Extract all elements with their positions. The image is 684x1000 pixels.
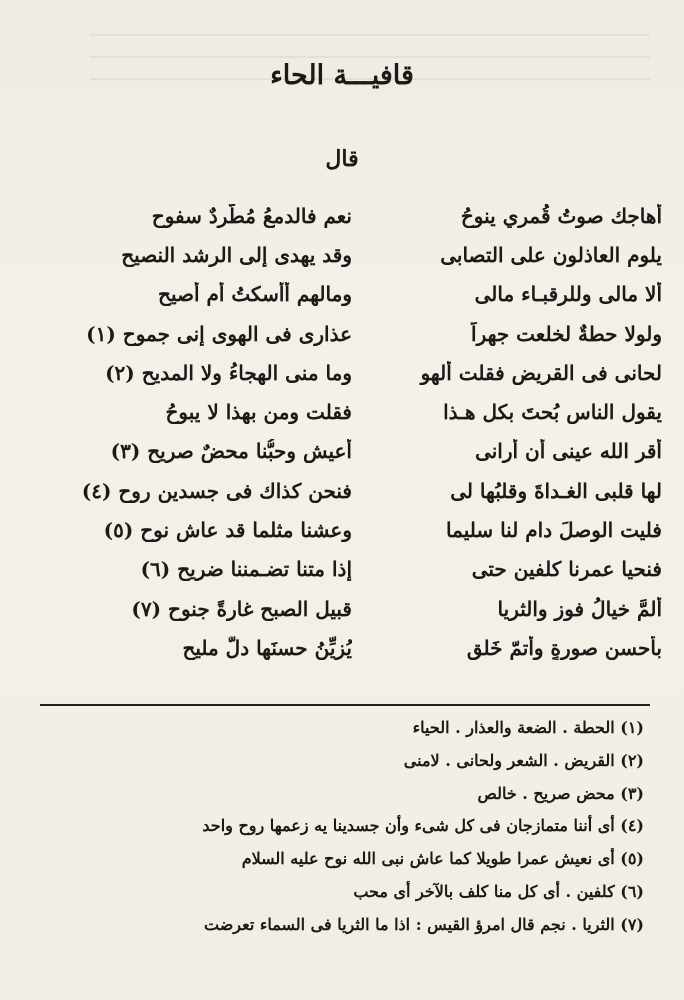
verse-first-hemistich: لها قلبى الغـداةَ وقلبُها لى xyxy=(450,478,662,503)
footnote: (٤) أى أننا متمازجان فى كل شىء وأن جسدينا يه زعمها روح واحد xyxy=(202,816,644,836)
footnote: (١) الحطة . الضعة والعذار . الحياء xyxy=(412,718,644,737)
verse xyxy=(62,275,662,314)
footnote-divider xyxy=(40,704,650,706)
verse-first-hemistich: يلوم العاذلون على التصابى xyxy=(440,242,662,267)
verse-first-hemistich: ولولا حطةٌ لخلعت جهراً xyxy=(471,321,662,346)
verse xyxy=(62,432,662,471)
verse xyxy=(62,235,662,274)
verse xyxy=(62,550,662,589)
verse-second-hemistich: عذارى فى الهوى إنى جموح (١) xyxy=(86,321,352,346)
verse-second-hemistich: وقد يهدى إلى الرشد النصيح xyxy=(121,242,352,267)
verse-second-hemistich: أعيش وحبُّنا محضٌ صريح (٣) xyxy=(110,439,352,464)
verse xyxy=(62,392,662,431)
verse-first-hemistich: يقول الناس بُحتَ بكل هـذا xyxy=(443,400,662,425)
verse-second-hemistich: إذا متنا تضـمننا ضريح (٦) xyxy=(140,557,352,582)
verse-second-hemistich: فقلت ومن بهذا لا يبوحُ xyxy=(165,400,352,425)
verse xyxy=(62,628,662,667)
verse-second-hemistich: ومالهم أأسكتُ أم أصيح xyxy=(158,282,352,307)
footnote: (٦) كلفين . أى كل منا كلف بالآخر أى محب xyxy=(353,881,644,901)
verse xyxy=(62,196,662,235)
footnote: (٥) أى نعيش عمرا طويلا كما عاش نبى الله نوح عليه السلام xyxy=(241,849,644,869)
page-title: قافيـــة الحاء xyxy=(270,60,414,91)
verse-first-hemistich: أقر الله عينى أن أرانى xyxy=(475,439,662,464)
poem-subtitle: قال xyxy=(325,146,359,172)
verse-first-hemistich: فليت الوصلَ دام لنا سليما xyxy=(446,518,662,543)
verse-second-hemistich: نعم فالدمعُ مُطَّردٌ سفوح xyxy=(151,203,352,228)
footnote: (٧) الثريا . نجم قال امرؤ القيس : اذا ما الثريا فى السماء تعرضت xyxy=(203,914,644,934)
footnotes xyxy=(34,712,644,942)
verse-second-hemistich: فنحن كذاك فى جسدين روح (٤) xyxy=(81,478,352,503)
verse xyxy=(62,510,662,549)
verse-second-hemistich: وما منى الهجاءُ ولا المديح (٢) xyxy=(105,360,352,385)
verse-first-hemistich: لحانى فى القريض فقلت ألهو xyxy=(420,360,662,385)
footnote: (٢) القريض . الشعر ولحانى . لامنى xyxy=(403,750,644,770)
verse-second-hemistich: يُزيِّنُ حسنَها دلٌّ مليح xyxy=(182,635,352,660)
verse-second-hemistich: قبيل الصبح غارةً جنوح (٧) xyxy=(131,596,352,621)
verse xyxy=(62,471,662,510)
verse-first-hemistich: ألا مالى وللرقبـاء مالى xyxy=(474,282,662,307)
verse-second-hemistich: وعشنا مثلما قد عاش نوح (٥) xyxy=(103,518,352,543)
verse-first-hemistich: ألمَّ خيالُ فوز والثريا xyxy=(497,596,662,621)
verse-first-hemistich: أهاجك صوتُ قُمري ينوحُ xyxy=(460,203,662,228)
verse-first-hemistich: بأحسن صورةٍ وأتمّ خَلقٍ xyxy=(466,635,662,660)
verse xyxy=(62,314,662,353)
poem xyxy=(62,196,662,668)
verse-first-hemistich: فنحيا عمرنا كلفين حتى xyxy=(471,557,662,582)
verse xyxy=(62,589,662,628)
verse xyxy=(62,353,662,392)
footnote: (٣) محض صريح . خالص xyxy=(477,783,644,803)
